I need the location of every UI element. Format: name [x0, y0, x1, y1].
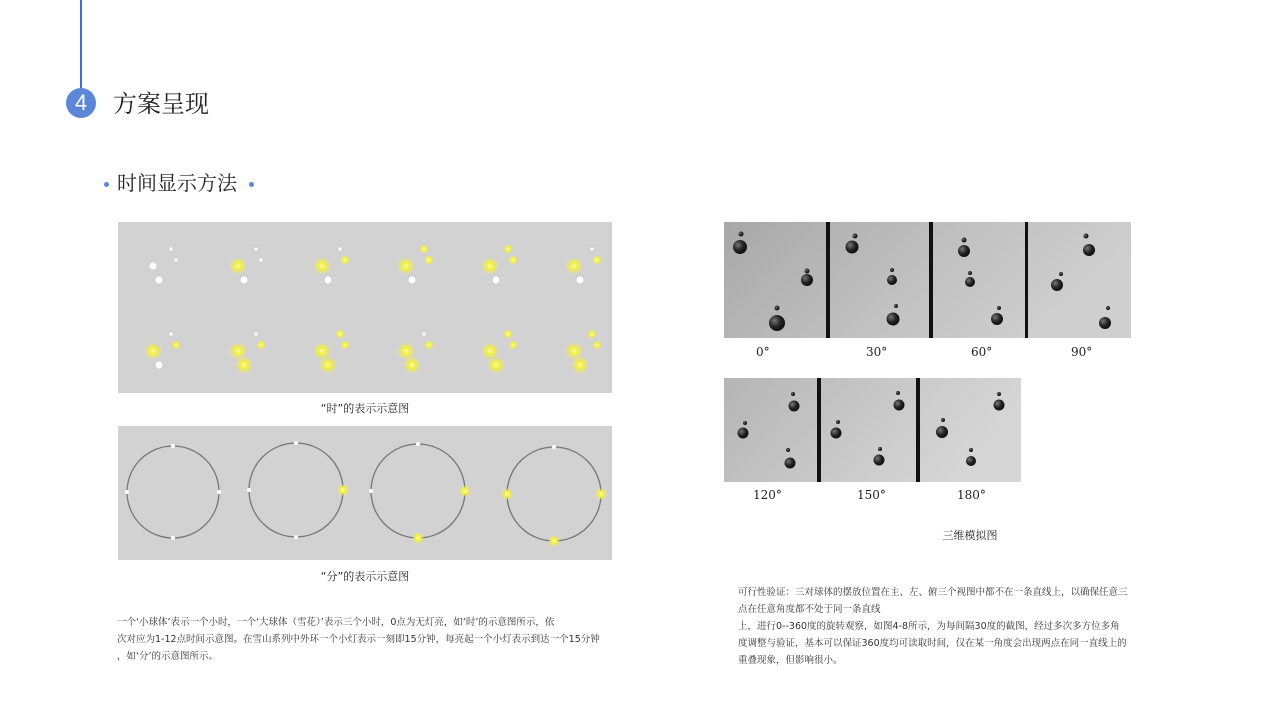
- lit-light: [587, 329, 597, 339]
- unlit-light: [590, 247, 594, 251]
- minute-ring-45: [501, 445, 607, 547]
- hour-indicator: [149, 247, 178, 284]
- angle-label: 0°: [756, 345, 770, 359]
- section-title: 方案呈现: [113, 90, 209, 118]
- lit-light: [256, 340, 266, 350]
- feasibility-line: 上，进行0--360度的旋转观察，如图4-8所示，为每间隔30度的截图，经过多次多方位多角: [738, 621, 1120, 632]
- unlit-light: [408, 276, 416, 284]
- unlit-light: [254, 332, 258, 336]
- hour-indicator: [397, 244, 434, 284]
- lit-light: [319, 356, 337, 374]
- simulation-row-2-graphic: [724, 378, 1021, 482]
- feasibility-line: 重叠现象，但影响很小。: [738, 655, 843, 666]
- lit-light: [592, 255, 602, 265]
- lit-light: [397, 257, 415, 275]
- lit-light: [481, 257, 499, 275]
- bullet-dot-left: [104, 182, 109, 187]
- lit-light: [424, 340, 434, 350]
- section-number-badge: 4: [66, 88, 96, 118]
- unlit-light: [155, 276, 163, 284]
- unlit-light: [155, 361, 163, 369]
- hour-diagram: [118, 222, 612, 393]
- simulation-row-2: [724, 378, 1021, 482]
- lit-light: [340, 255, 350, 265]
- unlit-light: [422, 332, 426, 336]
- subheading: 时间显示方法: [117, 171, 237, 195]
- unlit-light: [174, 258, 178, 262]
- feasibility-line: 点在任意角度都不处于同一条直线: [738, 604, 881, 615]
- lit-light: [235, 356, 253, 374]
- unlit-light: [259, 258, 263, 262]
- unlit-light: [254, 247, 258, 251]
- unlit-light: [338, 247, 342, 251]
- hour-indicator: [481, 244, 518, 284]
- simulation-row-1-graphic: [724, 222, 1131, 338]
- minute-ring-15: [247, 441, 349, 539]
- bullet-dot-right: [249, 182, 254, 187]
- hour-indicator: [397, 332, 434, 374]
- lit-light: [571, 356, 589, 374]
- minute-diagram-graphic: [118, 426, 612, 560]
- unlit-light: [169, 247, 173, 251]
- unlit-light: [149, 262, 157, 270]
- feasibility-line: 度调整与验证，基本可以保证360度均可读取时间，仅在某一角度会出现两点在同一直线上的: [738, 638, 1127, 649]
- unlit-light: [169, 332, 173, 336]
- angle-label: 180°: [957, 488, 986, 502]
- lit-light: [565, 257, 583, 275]
- description-paragraph: [117, 614, 600, 665]
- hour-indicator: [229, 332, 266, 374]
- lit-light: [313, 257, 331, 275]
- minute-diagram-caption: “分”的表示示意图: [320, 570, 410, 583]
- hour-indicator: [313, 329, 350, 374]
- lit-light: [487, 356, 505, 374]
- unlit-light: [492, 276, 500, 284]
- lit-light: [340, 340, 350, 350]
- lit-light: [335, 329, 345, 339]
- angle-label: 150°: [857, 488, 886, 502]
- unlit-light: [576, 276, 584, 284]
- hour-indicator: [565, 329, 602, 374]
- feasibility-line: 可行性验证：三对球体的摆放位置在主、左、俯三个视图中都不在一条直线上，以确保任意三: [738, 587, 1128, 598]
- lit-light: [229, 257, 247, 275]
- angle-label: 120°: [753, 488, 782, 502]
- lit-light: [508, 255, 518, 265]
- unlit-light: [324, 276, 332, 284]
- description-line: ，如‘分’的示意图所示。: [117, 651, 219, 662]
- lit-light: [508, 340, 518, 350]
- minute-diagram: [118, 426, 612, 560]
- lit-light: [171, 340, 181, 350]
- hour-diagram-caption: “时”的表示示意图: [320, 402, 410, 415]
- hour-indicator: [144, 332, 181, 369]
- hour-indicator: [313, 247, 350, 284]
- angle-label: 30°: [866, 345, 888, 359]
- description-line: 次对应为1-12点时间示意图。在雪山系列中外环一个小灯表示一刻即15分钟，每亮起一个小灯表示到达一个15分钟: [117, 634, 600, 645]
- lit-light: [144, 342, 162, 360]
- hour-indicator: [481, 329, 518, 374]
- lit-light: [592, 340, 602, 350]
- lit-light: [424, 255, 434, 265]
- angle-label: 90°: [1071, 345, 1093, 359]
- section-accent-line: [80, 0, 82, 88]
- minute-ring-30: [369, 442, 471, 544]
- unlit-light: [240, 276, 248, 284]
- lit-light: [503, 244, 513, 254]
- simulation-row-1: [724, 222, 1131, 338]
- hour-indicator: [565, 247, 602, 284]
- hour-indicator: [229, 247, 263, 284]
- lit-light: [419, 244, 429, 254]
- minute-ring-0: [125, 444, 221, 540]
- description-line: 一个‘小球体’表示一个小时，一个‘大球体（雪花）’表示三个小时，0点为无灯亮，如‘时’的示意图所示，依: [117, 617, 555, 628]
- angle-label: 60°: [971, 345, 993, 359]
- feasibility-paragraph: [738, 584, 1128, 669]
- lit-light: [503, 329, 513, 339]
- hour-diagram-graphic: [118, 222, 612, 393]
- lit-light: [403, 356, 421, 374]
- simulation-caption: 三维模拟图: [942, 529, 998, 542]
